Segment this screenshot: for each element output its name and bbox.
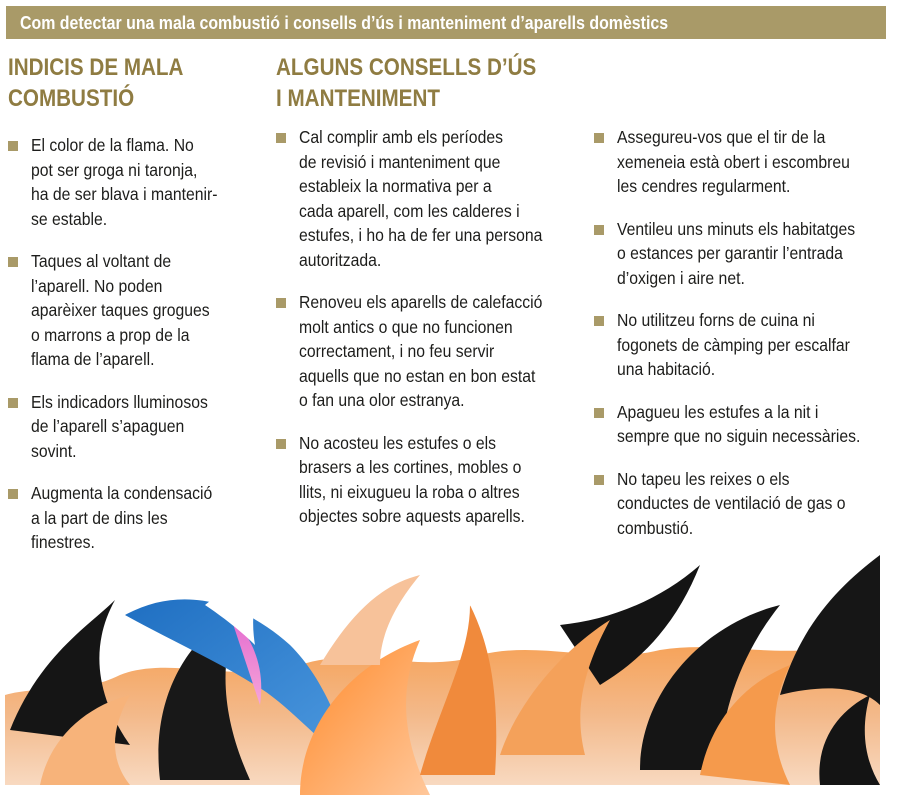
list-item-line: molt antics o que no funcionen: [299, 316, 513, 337]
heading-line: COMBUSTIÓ: [8, 85, 135, 112]
flames-image: [0, 545, 900, 805]
list-item-text: [8, 481, 258, 555]
advice-list-left: [276, 125, 576, 547]
list-item-line: finestres.: [31, 532, 95, 552]
list-item-line: llits, ni eixugueu la roba o altres: [299, 481, 520, 502]
list-item-line: o fan una olor estranya.: [299, 390, 465, 410]
list-item-line: objectes sobre aquests aparells.: [299, 506, 525, 526]
list-item-line: Els indicadors lluminosos: [31, 391, 208, 412]
list-item-line: No utilitzeu forns de cuina ni: [617, 310, 815, 330]
list-item-line: de revisió i manteniment que: [299, 151, 501, 172]
heading-line: ALGUNS CONSELLS D’ÚS: [276, 54, 537, 81]
heading-line: I MANTENIMENT: [276, 85, 440, 112]
list-item-line: o marrons a prop de la: [31, 324, 190, 345]
list-item-line: una habitació.: [617, 359, 716, 379]
list-item-line: combustió.: [617, 517, 694, 538]
heading-bad-combustion: [8, 52, 183, 114]
bullet-square-icon: [594, 225, 604, 235]
list-item-line: de l’aparell s’apaguen: [31, 416, 185, 436]
list-item-text: [8, 390, 258, 464]
list-item-text: [8, 249, 258, 372]
list-item: [8, 133, 258, 231]
list-item-line: fogonets de càmping per escalfar: [617, 334, 850, 355]
list-item-line: pot ser groga ni taronja,: [31, 159, 198, 180]
list-item-line: conductes de ventilació de gas o: [617, 493, 846, 513]
list-item-text: [594, 308, 894, 382]
list-item-line: xemeneia està obert i escombreu: [617, 151, 850, 172]
list-item-line: No acosteu les estufes o els: [299, 432, 496, 453]
bullet-square-icon: [8, 398, 18, 408]
list-item-text: [594, 217, 894, 291]
list-item-line: Assegureu-vos que el tir de la: [617, 127, 826, 147]
list-item-line: aquells que no estan en bon estat: [299, 365, 536, 386]
list-item-text: [594, 467, 894, 541]
list-item-line: ha de ser blava i mantenir-: [31, 184, 218, 204]
list-item-text: [594, 400, 894, 449]
list-item: [276, 431, 576, 529]
bad-combustion-list: [8, 133, 258, 573]
list-item-line: l’aparell. No poden: [31, 275, 163, 296]
bullet-square-icon: [8, 141, 18, 151]
heading-line: INDICIS DE MALA: [8, 54, 184, 81]
heading-advice: [276, 52, 536, 114]
list-item-line: Cal complir amb els períodes: [299, 127, 503, 147]
bullet-square-icon: [276, 133, 286, 143]
list-item-line: Taques al voltant de: [31, 251, 172, 271]
list-item-line: sovint.: [31, 440, 77, 461]
list-item-line: cada aparell, com les calderes i: [299, 200, 520, 221]
list-item-text: [276, 125, 576, 272]
list-item-line: estufes, i ho ha de fer una persona: [299, 225, 543, 245]
list-item-text: [594, 125, 894, 199]
list-item-line: Apagueu les estufes a la nit i: [617, 401, 819, 422]
list-item-text: [8, 133, 258, 231]
list-item-line: se estable.: [31, 208, 108, 229]
list-item-line: El color de la flama. No: [31, 135, 194, 155]
list-item: [8, 390, 258, 464]
list-item-line: flama de l’aparell.: [31, 349, 155, 369]
bullet-square-icon: [276, 298, 286, 308]
list-item-line: No tapeu les reixes o els: [617, 468, 790, 489]
page-title: Com detectar una mala combustió i consells d’ús i manteniment d’aparells domèstics: [20, 11, 669, 33]
bullet-square-icon: [594, 133, 604, 143]
bullet-square-icon: [594, 316, 604, 326]
list-item-line: d’oxigen i aire net.: [617, 267, 745, 288]
list-item-line: o estances per garantir l’entrada: [617, 243, 843, 263]
list-item: [276, 290, 576, 413]
list-item: [594, 125, 894, 199]
bullet-square-icon: [276, 439, 286, 449]
list-item: [8, 249, 258, 372]
list-item-line: brasers a les cortines, mobles o: [299, 457, 522, 477]
list-item: [8, 481, 258, 555]
list-item-line: correctament, i no feu servir: [299, 341, 495, 361]
bullet-square-icon: [8, 489, 18, 499]
list-item-line: sempre que no siguin necessàries.: [617, 426, 861, 446]
list-item: [594, 217, 894, 291]
bullet-square-icon: [594, 408, 604, 418]
list-item: [594, 308, 894, 382]
list-item-line: Renoveu els aparells de calefacció: [299, 292, 543, 312]
list-item-text: [276, 290, 576, 413]
list-item: [276, 125, 576, 272]
list-item-line: autoritzada.: [299, 249, 382, 270]
list-item-line: les cendres regularment.: [617, 176, 791, 196]
bullet-square-icon: [8, 257, 18, 267]
list-item-line: a la part de dins les: [31, 507, 168, 528]
bullet-square-icon: [594, 475, 604, 485]
list-item-line: Ventileu uns minuts els habitatges: [617, 218, 856, 239]
list-item-line: Augmenta la condensació: [31, 483, 213, 503]
list-item: [594, 400, 894, 449]
list-item-text: [276, 431, 576, 529]
list-item-line: estableix la normativa per a: [299, 176, 492, 196]
list-item: [594, 467, 894, 541]
list-item-line: aparèixer taques grogues: [31, 300, 210, 320]
title-banner: [6, 6, 886, 39]
advice-list-right: [594, 125, 894, 558]
